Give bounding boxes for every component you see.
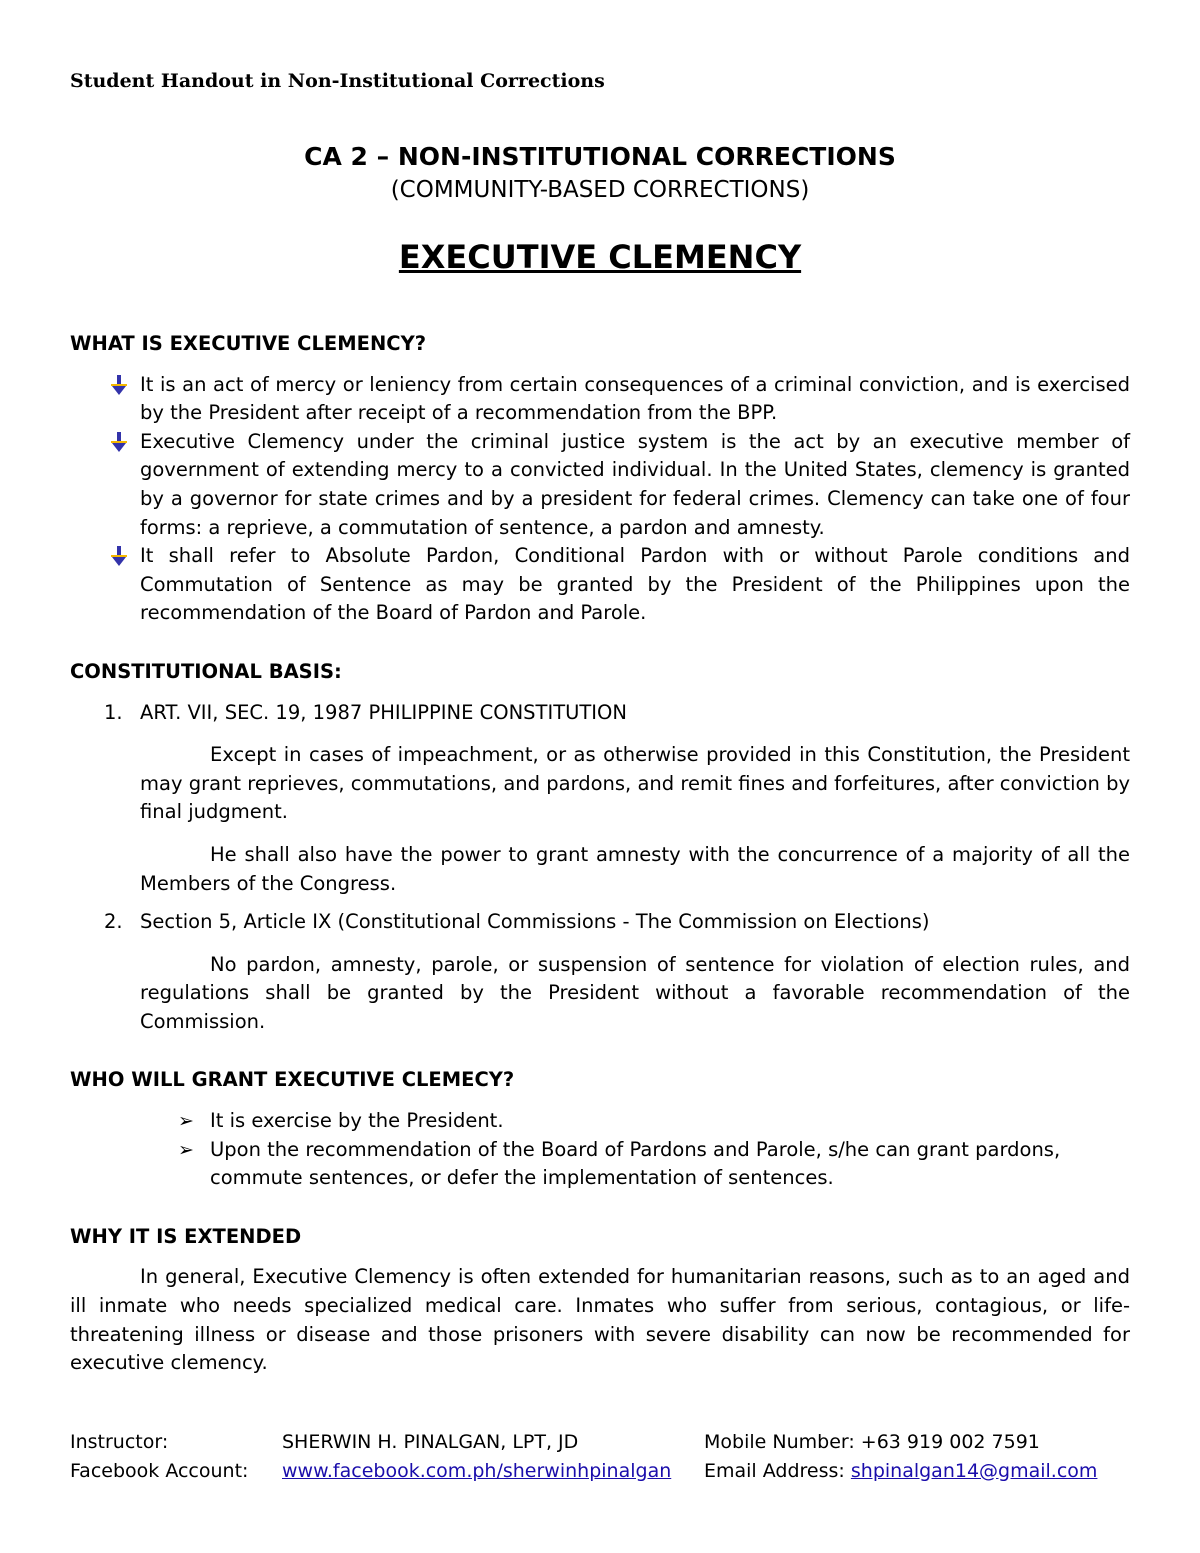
- mobile-number: Mobile Number: +63 919 002 7591: [704, 1431, 1040, 1453]
- down-arrow-icon: [108, 374, 130, 396]
- down-arrow-icon: [108, 545, 130, 567]
- chevron-right-icon: ➢: [178, 1110, 194, 1133]
- list-item: ➢ It is exercise by the President.: [70, 1107, 1130, 1136]
- down-arrow-icon: [108, 431, 130, 453]
- list-item: ➢ Upon the recommendation of the Board of Pardons and Parole, s/he can grant pardons, commute sentences, or defer the implementation of sentences.: [178, 1137, 1061, 1190]
- item-paragraph: Except in cases of impeachment, or as otherwise provided in this Constitution, the President may grant reprieves, commutations, and pardons, and remit fines and forfeitures, after conviction by final judgment.: [140, 743, 1130, 824]
- why-paragraph: In general, Executive Clemency is often extended for humanitarian reasons, such as to an aged and ill inmate who needs specialized medical care. Inmates who suffer from serious, contagious, or life-threatening illness or disease and those prisoners with severe disability can now be recommended for executive clemency.: [70, 1265, 1130, 1375]
- item-paragraph: He shall also have the power to grant amnesty with the concurrence of a majority of all the Members of the Congress.: [140, 842, 1130, 895]
- what-bullet-list: [70, 371, 1130, 628]
- page-footer: [70, 1428, 1130, 1485]
- chevron-right-icon: ➢: [178, 1138, 194, 1161]
- document-body: [70, 330, 1130, 1378]
- email-link[interactable]: shpinalgan14@gmail.com: [850, 1459, 1098, 1482]
- handout-header: Student Handout in Non-Institutional Corrections: [70, 70, 605, 92]
- course-title: CA 2 – NON-INSTITUTIONAL CORRECTIONS: [304, 142, 896, 171]
- instructor-label: Instructor:: [70, 1431, 169, 1453]
- course-subtitle: (COMMUNITY-BASED CORRECTIONS): [390, 177, 810, 203]
- item-title: Section 5, Article IX (Constitutional Commissions - The Commission on Elections): [140, 910, 930, 934]
- list-item: [70, 699, 1130, 899]
- item-title: ART. VII, SEC. 19, 1987 PHILIPPINE CONSTITUTION: [140, 700, 627, 724]
- item-number: 1.: [104, 700, 123, 724]
- email-block: [704, 1457, 1097, 1486]
- facebook-link[interactable]: www.facebook.com.ph/sherwinhpinalgan: [282, 1459, 672, 1482]
- footer-row-instructor: [70, 1428, 1130, 1457]
- list-item: Executive Clemency under the criminal justice system is the act by an executive member of government of extending mercy to a convicted individual. In the United States, clemency is granted by a governor for state crimes and by a president for federal crimes. Clemency can take one of four forms: a reprieve, a commutation of sentence, a pardon and amnesty.: [70, 428, 1130, 542]
- list-item: It is an act of mercy or leniency from certain consequences of a criminal conviction, and is exercised by the President after receipt of a recommendation from the BPP.: [70, 371, 1130, 428]
- item-number: 2.: [104, 910, 123, 934]
- list-item: It shall refer to Absolute Pardon, Conditional Pardon with or without Parole conditions and Commutation of Sentence as may be granted by the President of the Philippines upon the recommendation of the Board of Pardon and Parole.: [70, 542, 1130, 628]
- footer-row-contact: [70, 1457, 1130, 1486]
- item-paragraph: No pardon, amnesty, parole, or suspension of sentence for violation of election rules, and regulations shall be granted by the President without a favorable recommendation of the Commission.: [140, 952, 1130, 1033]
- list-item: [70, 908, 1130, 1036]
- instructor-name: SHERWIN H. PINALGAN, LPT, JD: [282, 1431, 579, 1453]
- topic-title: EXECUTIVE CLEMENCY: [398, 238, 802, 276]
- section-heading-what: WHAT IS EXECUTIVE CLEMENCY?: [70, 332, 427, 355]
- section-heading-who: WHO WILL GRANT EXECUTIVE CLEMECY?: [70, 1068, 515, 1092]
- facebook-label: Facebook Account:: [70, 1459, 249, 1482]
- email-label: Email Address:: [704, 1459, 845, 1482]
- who-bullet-list: [70, 1107, 1130, 1193]
- section-heading-why: WHY IT IS EXTENDED: [70, 1224, 302, 1248]
- constitutional-list: [70, 699, 1130, 1037]
- section-heading-constitutional: CONSTITUTIONAL BASIS:: [70, 659, 342, 683]
